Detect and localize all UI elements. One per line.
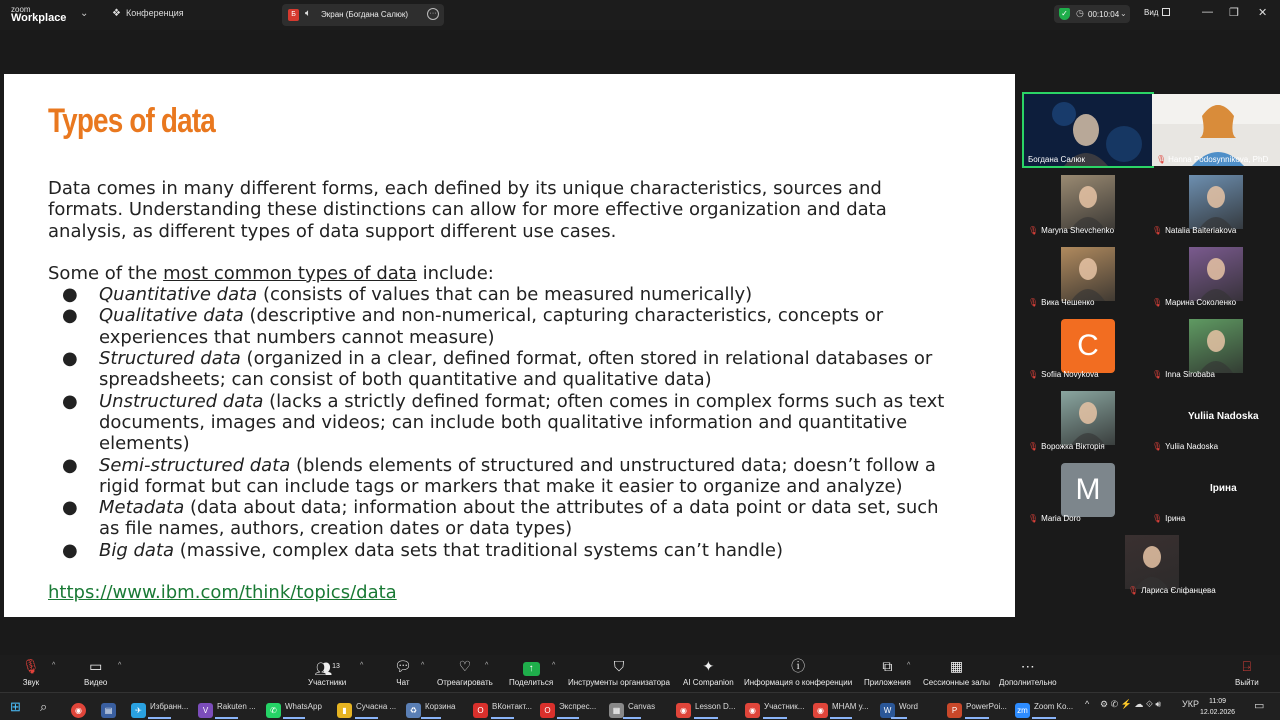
shared-screen-slide (4, 74, 1015, 617)
participant-name (1152, 442, 1218, 451)
share-icon: ↑ (509, 658, 553, 675)
meeting-info-button[interactable] (744, 658, 852, 687)
clock-time: 11:09 (1209, 698, 1227, 705)
more-icon[interactable]: ··· (427, 8, 439, 20)
caret-up-icon[interactable]: ^ (552, 662, 556, 669)
calculator-icon[interactable]: ▤ (101, 697, 120, 717)
common-types-heading (48, 263, 948, 284)
app-icon: ♻ (406, 703, 421, 718)
bullet-icon: ● (62, 284, 78, 306)
restore-icon[interactable]: ❐ (1229, 7, 1239, 19)
person-silhouette (1189, 247, 1243, 301)
audio-label: Звук (22, 678, 40, 687)
taskbar-app[interactable] (198, 697, 256, 717)
app-icon: ✆ (266, 703, 281, 718)
participant-avatar[interactable]: C (1061, 319, 1115, 373)
participant-name (1028, 298, 1094, 307)
taskbar-app[interactable] (337, 697, 396, 717)
data-type-desc: (organized in a clear, defined format, often stored in relational databases or spreadsheets; can consist of both quantitative and qualitative data) (99, 348, 933, 391)
mic-muted-icon: 🎙︎ (1028, 514, 1039, 523)
data-type-desc: (massive, complex data sets that traditional systems can’t handle) (174, 539, 783, 561)
participant-name (1152, 370, 1215, 379)
bullet-icon: ● (62, 305, 78, 327)
chevron-down-icon[interactable]: ⌄ (80, 8, 89, 19)
grid-icon (1162, 8, 1170, 16)
app-icon: W (880, 703, 895, 718)
participant-photo[interactable] (1061, 247, 1115, 301)
apps-icon: ⧉ (882, 658, 893, 674)
sparkle-icon: ✦ (702, 658, 715, 674)
shield-icon: ⛉ (613, 658, 625, 674)
heading-suffix: include: (416, 262, 494, 284)
taskbar-app-label: ВКонтакт... (492, 702, 532, 711)
participant-photo[interactable] (1061, 175, 1115, 229)
app-icon: ◉ (813, 703, 828, 718)
data-type-term: Metadata (99, 497, 185, 519)
audio-button[interactable] (22, 658, 56, 687)
taskbar-app-label: Экспрес... (559, 702, 597, 711)
taskbar-app-label: Lesson D... (695, 702, 736, 711)
taskbar-app-label: Zoom Ko... (1034, 702, 1074, 711)
person-silhouette (1061, 391, 1115, 445)
tab-meeting-label: Конференция (125, 8, 184, 18)
taskbar-app[interactable] (813, 697, 869, 717)
data-type-item (48, 391, 948, 455)
tile-name-text: Богдана Салюк (1028, 155, 1085, 164)
view-button[interactable] (1144, 8, 1170, 17)
bullet-icon: ● (62, 454, 78, 476)
video-label: Видео (84, 678, 108, 687)
caret-up-icon[interactable]: ^ (907, 662, 911, 669)
data-type-item (48, 305, 948, 348)
video-button[interactable] (84, 658, 122, 687)
participant-name-text: Maryna Shevchenko (1041, 226, 1115, 235)
tray-chevron-icon[interactable]: ^ (1085, 699, 1090, 709)
mic-muted-icon: 🎙︎ (1028, 442, 1039, 451)
data-type-desc: (data about data; information about the attributes of a data point or data set, such as file names, authors, creation dates or data types) (99, 497, 939, 540)
language-indicator[interactable]: УКР (1182, 699, 1199, 709)
video-tile-name (1156, 155, 1268, 164)
meeting-timer[interactable] (1054, 5, 1130, 23)
taskbar-app[interactable] (473, 697, 532, 717)
participants-count: 13 (332, 663, 340, 670)
heading-underlined: most common types of data (163, 262, 417, 284)
participant-photo[interactable] (1061, 391, 1115, 445)
data-type-item (48, 284, 948, 305)
host-tools-button[interactable] (568, 658, 670, 687)
app-icon: O (540, 703, 555, 718)
meeting-toolbar (0, 655, 1280, 692)
taskbar-app[interactable] (880, 697, 918, 717)
host-tools-label: Инструменты организатора (568, 678, 670, 687)
view-label: Вид (1144, 8, 1159, 17)
apps-button[interactable] (864, 658, 911, 687)
minimize-icon[interactable]: — (1202, 6, 1213, 18)
breakout-label: Сессионные залы (923, 678, 990, 687)
taskbar-app[interactable] (266, 697, 322, 717)
participant-avatar[interactable]: M (1061, 463, 1115, 517)
participant-name (1028, 226, 1114, 235)
participant-name (1028, 370, 1099, 379)
caret-up-icon[interactable]: ^ (360, 662, 364, 669)
video-tile[interactable] (1152, 94, 1280, 166)
taskbar-app[interactable] (1015, 697, 1073, 717)
types-list (48, 284, 948, 561)
participant-name-text: Вика Чешенко (1041, 298, 1095, 307)
data-type-item (48, 540, 948, 561)
close-icon[interactable]: ✕ (1258, 7, 1268, 19)
mic-muted-icon: 🎙︎ (1156, 155, 1167, 164)
data-type-term: Structured data (99, 348, 241, 370)
tab-screen-share-label: Экран (Богдана Салюк) (321, 10, 409, 19)
participant-name-text: Марина Соколенко (1165, 298, 1237, 307)
clock-icon: ◷ (1076, 8, 1084, 18)
participant-name (1128, 586, 1216, 595)
share-button[interactable] (509, 658, 556, 687)
mic-muted-icon: 🎙︎ (22, 658, 40, 674)
participant-name (1152, 226, 1236, 235)
participant-photo[interactable] (1189, 247, 1243, 301)
participant-display-name[interactable]: Ірина (1210, 483, 1237, 494)
heart-icon: ♡ (458, 658, 472, 674)
data-type-item (48, 348, 948, 391)
zoom-logo (11, 5, 66, 23)
taskbar-app-label: Корзина (425, 702, 456, 711)
person-silhouette (1189, 175, 1243, 229)
data-type-term: Unstructured data (99, 390, 264, 412)
people-icon: 👥︎$^{13}$ (314, 660, 340, 677)
participant-name-text: Natalia Baiteriakova (1165, 226, 1237, 235)
title-bar (0, 0, 1280, 30)
camera-icon: ▭ (89, 658, 103, 674)
participant-photo[interactable] (1189, 319, 1243, 373)
meeting-info-label: Информация о конференции (744, 678, 853, 687)
caret-up-icon[interactable]: ^ (421, 662, 425, 669)
participant-display-name[interactable]: Yuliia Nadoska (1188, 411, 1259, 422)
system-clock[interactable] (1200, 696, 1235, 718)
bullet-icon: ● (62, 539, 78, 561)
app-icon: ✈ (131, 703, 146, 718)
participant-name (1028, 514, 1081, 523)
more-label: Дополнительно (999, 678, 1057, 687)
speaker-icon: 🔈︎ (305, 8, 311, 19)
participant-name-text: Yuliia Nadoska (1165, 442, 1219, 451)
caret-up-icon[interactable]: ^ (52, 662, 56, 669)
app-icon: O (473, 703, 488, 718)
tab-screen-share[interactable] (282, 4, 444, 26)
data-type-term: Qualitative data (99, 305, 244, 327)
app-icon: ◉ (676, 703, 691, 718)
react-button[interactable] (437, 658, 493, 687)
mic-muted-icon: 🎙︎ (1152, 442, 1163, 451)
taskbar-app[interactable] (947, 697, 1007, 717)
taskbar-app-label: Сучасна ... (356, 702, 397, 711)
more-button[interactable] (999, 658, 1057, 687)
taskbar-app[interactable] (406, 697, 455, 717)
taskbar-app[interactable] (609, 697, 655, 717)
data-type-term: Big data (99, 539, 175, 561)
heading-prefix: Some of the (48, 262, 164, 284)
bullet-icon: ● (62, 497, 78, 519)
tray-icons[interactable]: ⚙ ✆ ⚡ ☁ ⟐ 🔊︎ (1100, 699, 1162, 709)
chrome-icon[interactable]: ◉ (71, 697, 90, 717)
slide-intro: Data comes in many different forms, each defined by its unique characteristics, sources and formats. Understanding these distinctions can allow for more effective organization and data analysis, as different types of data support different use cases. (48, 178, 887, 242)
clock-date: 12.02.2026 (1200, 709, 1236, 716)
taskbar-app-label: Canvas (628, 702, 656, 711)
ai-companion-label: AI Companion (683, 678, 734, 687)
search-icon[interactable]: ⌕ (40, 699, 48, 714)
app-icon: zm (1015, 703, 1030, 718)
logo-line-1: zoom (11, 5, 31, 14)
windows-start-icon[interactable]: ⊞ (10, 699, 21, 714)
participant-name (1152, 514, 1185, 523)
leave-button[interactable] (1235, 658, 1259, 687)
app-icon: P (947, 703, 962, 718)
slide-body (48, 178, 948, 603)
taskbar-app[interactable] (745, 697, 804, 717)
logo-line-2: Workplace (11, 12, 67, 24)
info-icon: ⓘ (791, 658, 806, 674)
data-type-term: Semi-structured data (99, 454, 291, 476)
tab-meeting[interactable] (112, 8, 184, 19)
notifications-icon[interactable]: ▭ (1254, 700, 1265, 712)
taskbar-app-label: Word (899, 702, 918, 711)
more-icon: ⋯ (1020, 658, 1035, 674)
participant-name-text: Sofiia Novykova (1041, 370, 1099, 379)
timer-value: 00:10:04 (1088, 10, 1120, 19)
taskbar-app-label: Rakuten ... (217, 702, 256, 711)
mic-muted-icon: 🎙︎ (1028, 298, 1039, 307)
leave-label: Выйти (1235, 678, 1259, 687)
shield-check-icon: ✓ (1059, 8, 1070, 20)
apps-label: Приложения (864, 678, 911, 687)
participant-name (1028, 442, 1105, 451)
participant-photo[interactable] (1125, 535, 1179, 589)
participants-button[interactable] (308, 658, 364, 687)
app-icon: ▦ (609, 703, 624, 718)
app-icon: ▮ (337, 703, 352, 718)
mic-muted-icon: 🎙︎ (1152, 226, 1163, 235)
react-label: Отреагировать (437, 678, 493, 687)
data-type-item (48, 497, 948, 540)
breakout-rooms-button[interactable] (923, 658, 990, 687)
person-silhouette (1189, 319, 1243, 373)
person-silhouette (1125, 535, 1179, 589)
mic-muted-icon: 🎙︎ (1152, 370, 1163, 379)
windows-taskbar (0, 692, 1280, 720)
video-tile[interactable] (1024, 94, 1152, 166)
participant-name (1152, 298, 1236, 307)
participant-name-text: Лариса Єліфанцева (1141, 586, 1216, 595)
mic-muted-icon: 🎙︎ (1028, 370, 1039, 379)
data-type-item (48, 455, 948, 498)
participants-gallery (1019, 90, 1280, 610)
data-type-desc: (consists of values that can be measured numerically) (257, 284, 753, 306)
participants-label: Участники (308, 678, 347, 687)
participant-name-text: Ірина (1165, 514, 1186, 523)
bullet-icon: ● (62, 390, 78, 412)
chevron-down-icon: ⌄ (1120, 9, 1127, 18)
person-silhouette (1061, 175, 1115, 229)
paw-icon: ❖ (112, 8, 121, 19)
person-silhouette (1061, 247, 1115, 301)
participant-name-text: Inna Sirobaba (1165, 370, 1215, 379)
app-icon: ◉ (745, 703, 760, 718)
caret-up-icon[interactable]: ^ (485, 662, 489, 669)
taskbar-app-label: WhatsApp (285, 702, 322, 711)
source-link[interactable]: https://www.ibm.com/think/topics/data (48, 582, 397, 604)
mic-muted-icon: 🎙︎ (1128, 586, 1139, 595)
taskbar-app-label: Участник... (764, 702, 805, 711)
taskbar-app-label: МНАМ у... (832, 702, 869, 711)
chat-label: Чат (396, 678, 410, 687)
tile-name-text: Hanna Podosynnikova, PhD (1168, 155, 1269, 164)
taskbar-app[interactable] (676, 697, 735, 717)
taskbar-app[interactable] (131, 697, 188, 717)
data-type-desc: (lacks a strictly defined format; often comes in complex forms such as text documents, images and videos; can include both qualitative information and quantitative elements) (99, 390, 945, 455)
chat-icon: 💬︎ (394, 658, 412, 674)
mic-muted-icon: 🎙︎ (1152, 514, 1163, 523)
data-type-term: Quantitative data (99, 284, 258, 306)
data-type-desc: (descriptive and non-numerical, capturing characteristics, concepts or experiences that numbers cannot measure) (99, 305, 884, 348)
participant-name-text: Maria Doro (1041, 514, 1081, 523)
taskbar-app-label: PowerPoi... (966, 702, 1007, 711)
chat-button[interactable] (394, 658, 425, 687)
app-icon: V (198, 703, 213, 718)
ai-companion-button[interactable] (683, 658, 734, 687)
slide-title: Types of data (48, 102, 215, 140)
presenter-badge: Б (288, 9, 299, 21)
participant-name-text: Ворожка Вікторія (1041, 442, 1105, 451)
mic-muted-icon: 🎙︎ (1028, 226, 1039, 235)
exit-icon: ⍈ (1242, 658, 1252, 674)
share-label: Поделиться (509, 678, 554, 687)
participant-photo[interactable] (1189, 175, 1243, 229)
video-tile-name (1028, 155, 1085, 164)
taskbar-app-label: Избранн... (150, 702, 189, 711)
taskbar-app[interactable] (540, 697, 596, 717)
bullet-icon: ● (62, 348, 78, 370)
mic-muted-icon: 🎙︎ (1152, 298, 1163, 307)
caret-up-icon[interactable]: ^ (118, 662, 122, 669)
grid-icon: ▦ (949, 658, 964, 674)
data-type-desc: (blends elements of structured and unstructured data; doesn’t follow a rigid format but can include tags or markers that make it easier to organize and analyze) (99, 454, 936, 497)
